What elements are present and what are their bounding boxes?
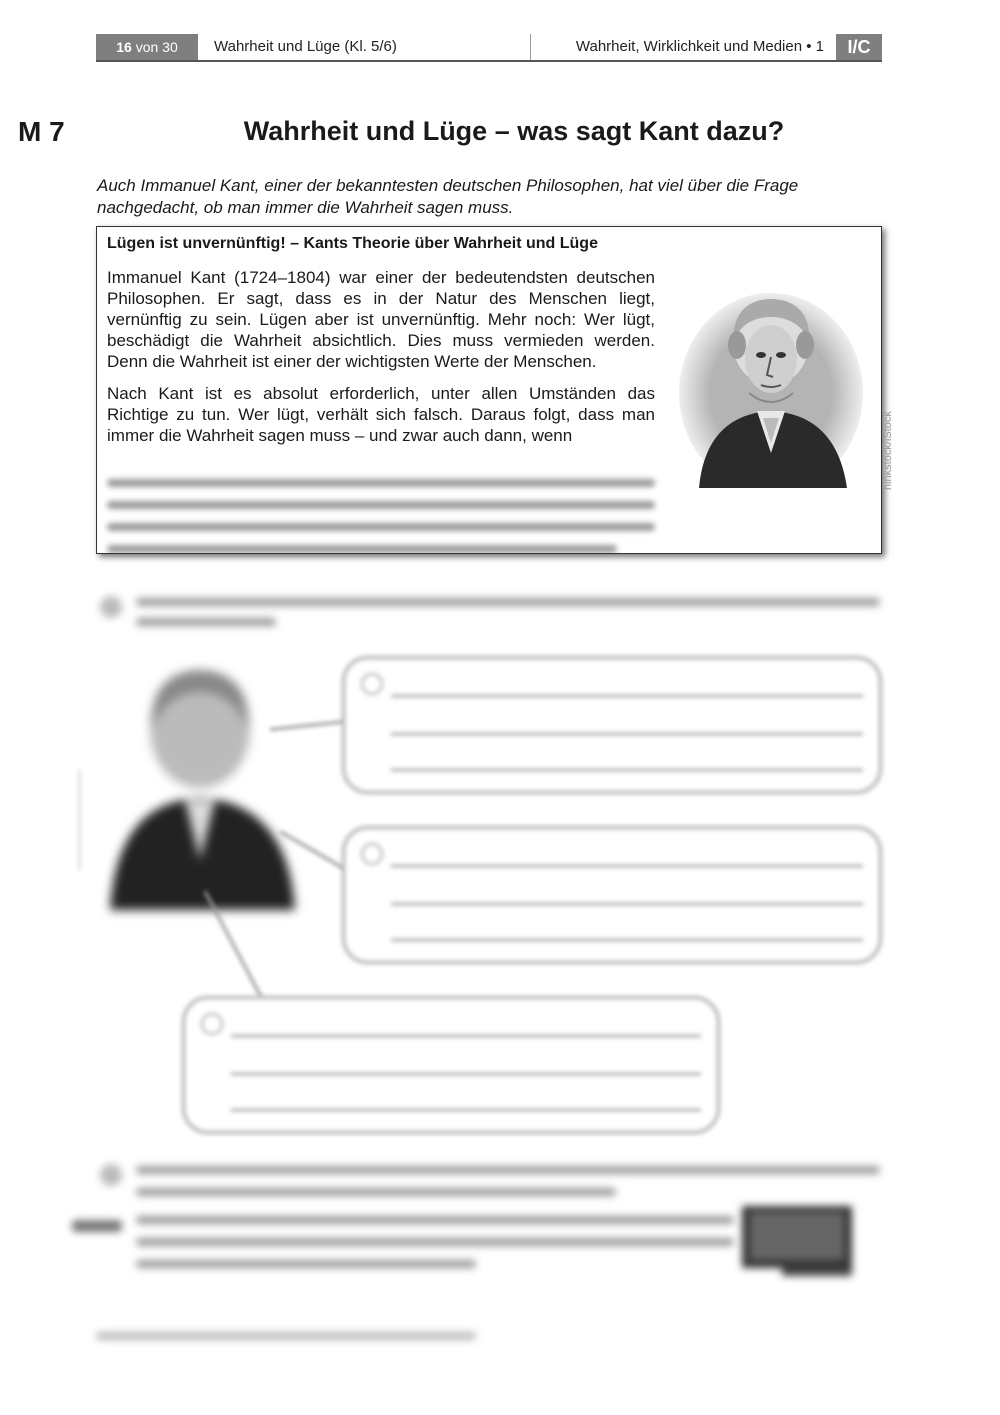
header-divider [530, 34, 531, 60]
material-id: M 7 [18, 116, 65, 147]
info-box-heading: Lügen ist unvernünftig! – Kants Theorie über Wahrheit und Lüge [107, 235, 598, 252]
task-2 [100, 1160, 890, 1210]
answer-bubble-2[interactable] [342, 826, 882, 964]
paragraph-2: Nach Kant ist es absolut erforderlich, unter allen Umständen das Richtige zu tun. Wer lügt, verhält sich falsch. Daraus folgt, dass man immer die Wahrheit sagen muss – und zwar auch dann, wenn [107, 384, 655, 445]
computer-icon [742, 1206, 862, 1278]
series-title: Wahrheit, Wirklichkeit und Medien • 1 [575, 38, 824, 55]
blurred-text-area [97, 477, 882, 554]
page-current: 16 [116, 39, 132, 55]
answer-bubble-3[interactable] [182, 996, 720, 1134]
info-box [96, 226, 882, 554]
unit-title: Wahrheit und Lüge (Kl. 5/6) [214, 38, 397, 55]
kant-portrait-image [679, 283, 864, 488]
task-1 [100, 592, 890, 632]
kant-portrait-blurred-image [100, 660, 300, 910]
bubble-number-2 [361, 843, 383, 865]
image-credit: hinkstock/iStock [882, 411, 894, 490]
bubble-number-3 [201, 1013, 223, 1035]
task-number-2 [100, 1164, 122, 1186]
page-number [96, 34, 198, 60]
bubble-number-1 [361, 673, 383, 695]
margin-mark [78, 770, 81, 870]
page-separator: von [135, 39, 159, 55]
paragraph-1: Immanuel Kant (1724–1804) war einer der bedeutendsten deutschen Philosophen. Er sagt, dass es in der Natur des Menschen liegt, vernünftig zu sein. Lügen aber ist unvernünftig. Mehr noch: Wer lügt, beschädigt die Wahrheit absichtlich. Dies muss vermieden werden. Denn die Wahrheit ist einer der wichtigsten Werte der Menschen. [107, 268, 655, 371]
answer-bubble-1[interactable] [342, 656, 882, 794]
level-badge: I/C [836, 34, 882, 60]
task-number-1 [100, 596, 122, 618]
page-footer [96, 1332, 476, 1342]
page-title: Wahrheit und Lüge – was sagt Kant dazu? [243, 116, 785, 146]
info-box-text [107, 267, 655, 457]
page-total: 30 [162, 39, 178, 55]
page-header [96, 34, 882, 62]
intro-text: Auch Immanuel Kant, einer der bekanntesten deutschen Philosophen, hat viel über die Frage nachgedacht, ob man immer die Wahrheit sagen muss. [97, 176, 799, 217]
